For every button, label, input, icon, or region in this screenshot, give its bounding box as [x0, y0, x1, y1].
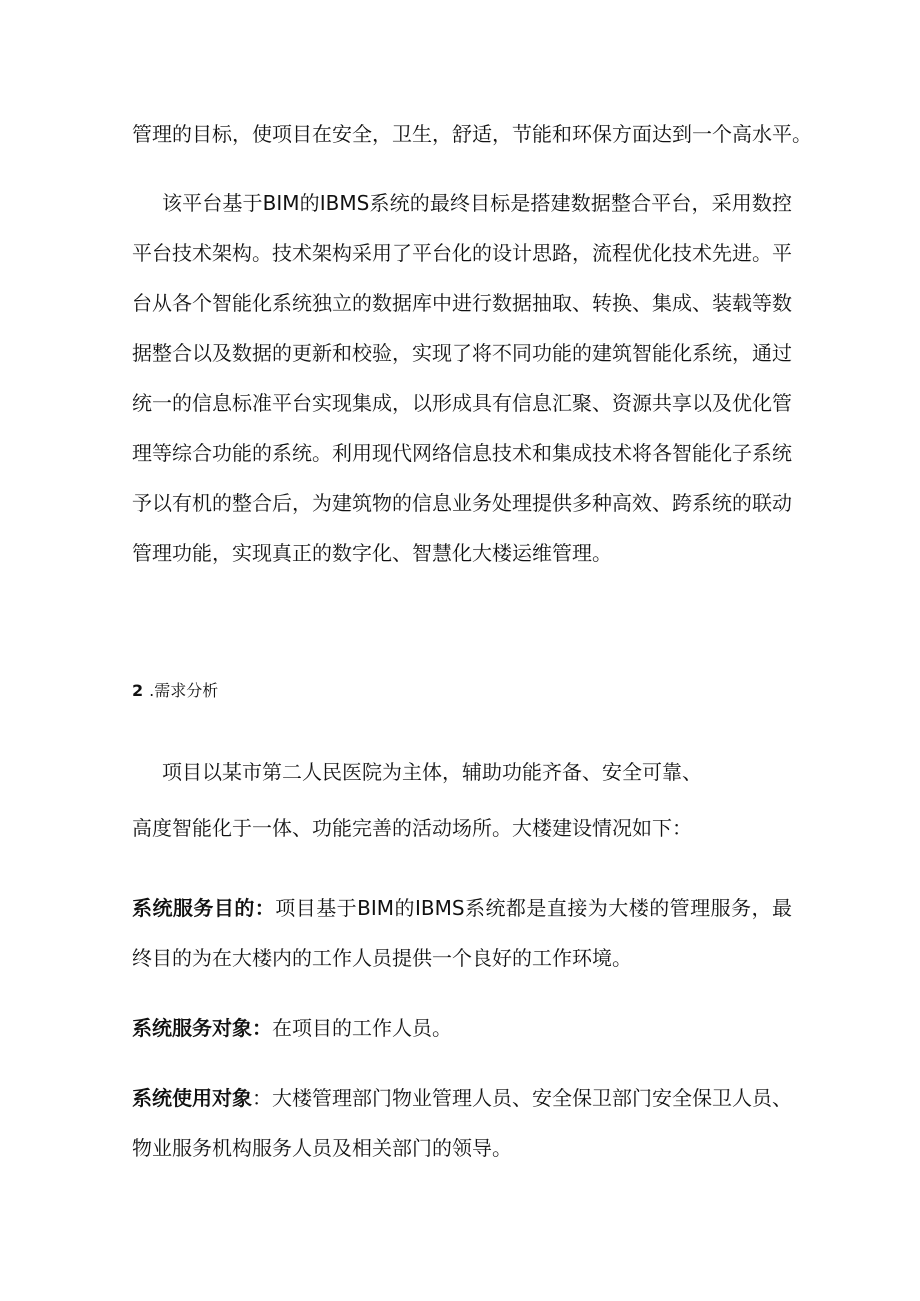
platform-line-4: 据整合以及数据的更新和校验，实现了将不同功能的建筑智能化系统，通过	[132, 341, 792, 365]
platform-line-1: 该平台基于BIM的IBMS系统的最终目标是搭建数据整合平台，采用数控	[162, 191, 792, 215]
users-label: 系统使用对象	[132, 1086, 252, 1110]
purpose-line-2: 终目的为在大楼内的工作人员提供一个良好的工作环境。	[132, 946, 632, 970]
intro-tail-line: 管理的目标，使项目在安全，卫生，舒适，节能和环保方面达到一个高水平。	[132, 122, 812, 146]
users-line-1	[132, 1084, 792, 1112]
section-number: 2	[132, 681, 144, 700]
platform-line-6: 理等综合功能的系统。利用现代网络信息技术和集成技术将各智能化子系统	[132, 441, 792, 465]
audience-text: 在项目的工作人员。	[272, 1016, 452, 1040]
section-heading	[132, 680, 792, 702]
users-text-1: ：大楼管理部门物业管理人员、安全保卫部门安全保卫人员、	[252, 1086, 792, 1110]
audience-line	[132, 1014, 792, 1042]
platform-line-7: 予以有机的整合后，为建筑物的信息业务处理提供多种高效、跨系统的联动	[132, 491, 792, 515]
platform-line-3: 台从各个智能化系统独立的数据库中进行数据抽取、转换、集成、装载等数	[132, 291, 792, 315]
purpose-text-1: 项目基于BIM的IBMS系统都是直接为大楼的管理服务，最	[275, 896, 793, 920]
audience-label: 系统服务对象：	[132, 1016, 272, 1040]
users-line-2: 物业服务机构服务人员及相关部门的领导。	[132, 1136, 512, 1160]
purpose-label: 系统服务目的：	[132, 896, 276, 920]
project-line-1: 项目以某市第二人民医院为主体，辅助功能齐备、安全可靠、	[162, 760, 702, 784]
platform-line-8: 管理功能，实现真正的数字化、智慧化大楼运维管理。	[132, 541, 612, 565]
purpose-line-1	[132, 894, 792, 922]
platform-line-2: 平台技术架构。技术架构采用了平台化的设计思路，流程优化技术先进。平	[132, 241, 792, 265]
section-title: .需求分析	[149, 681, 219, 700]
project-line-2: 高度智能化于一体、功能完善的活动场所。大楼建设情况如下：	[132, 816, 692, 840]
platform-line-5: 统一的信息标准平台实现集成，以形成具有信息汇聚、资源共享以及优化管	[132, 391, 792, 415]
